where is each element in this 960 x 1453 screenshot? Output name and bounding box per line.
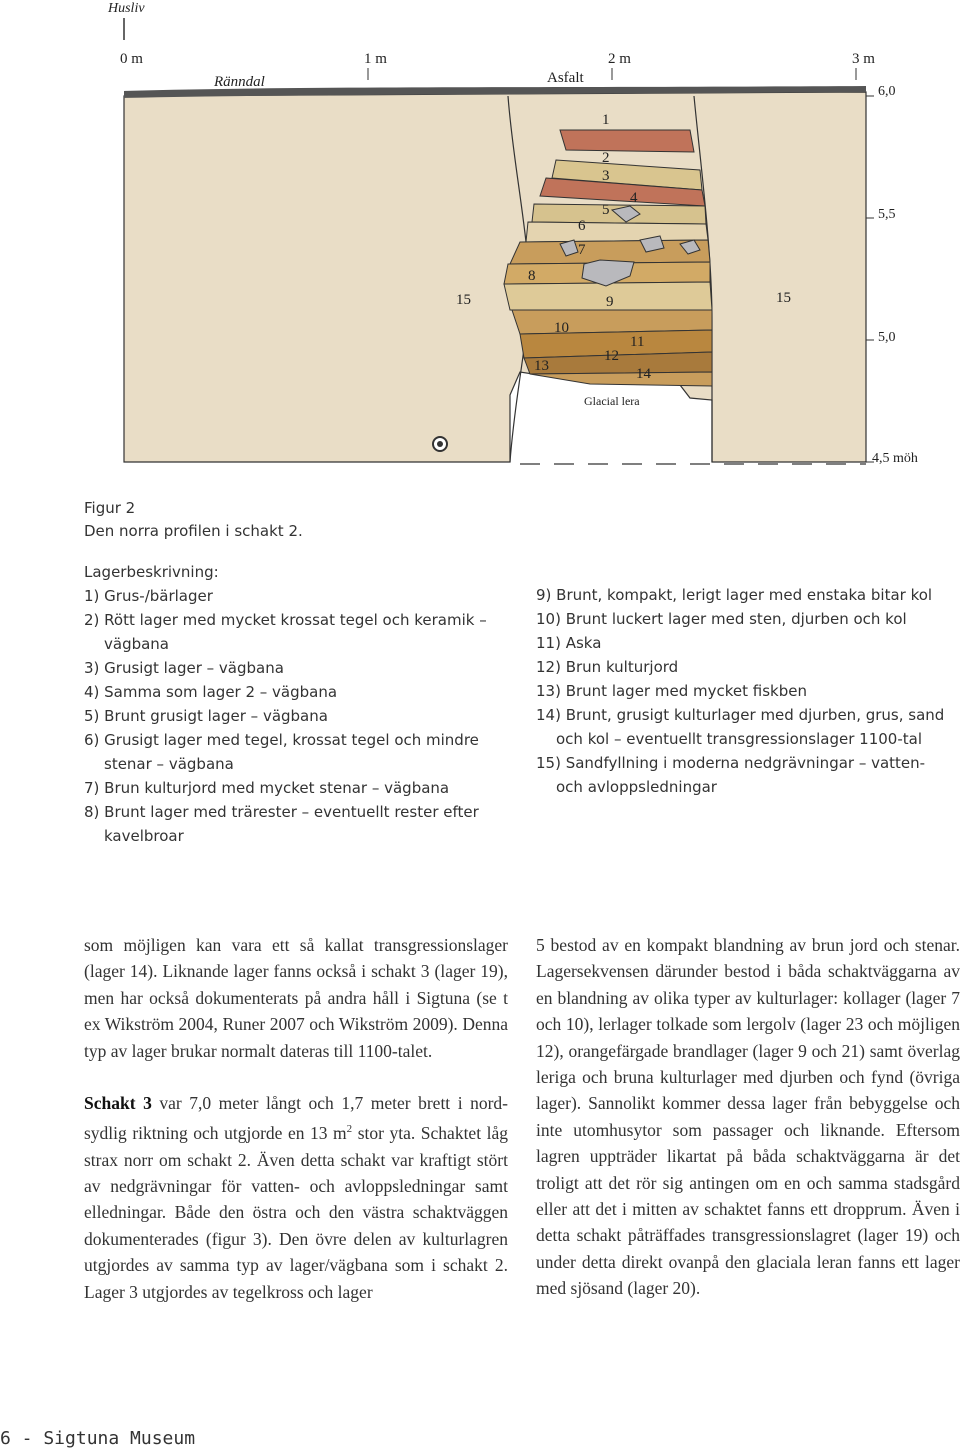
legend-item-9: 9) Brunt, kompakt, lerigt lager med enstaka bitar kol	[536, 586, 933, 604]
legend-item-4: 4) Samma som lager 2 – vägbana	[84, 683, 338, 701]
elev-label-5-0: 5,0	[878, 330, 896, 345]
layer-number-4: 4	[630, 190, 638, 206]
legend-item-3: 3) Grusigt lager – vägbana	[84, 659, 284, 677]
legend-item-6: 6) Grusigt lager med tegel, krossat tegel och mindre stenar – vägbana	[84, 731, 479, 773]
superscript-2: 2	[346, 1123, 353, 1136]
legend-right	[536, 583, 956, 799]
scale-label-2: 2 m	[608, 51, 631, 67]
legend-item-14: 14) Brunt, grusigt kulturlager med djurben, grus, sand och kol – eventuellt transgressionslager 1100-tal	[536, 706, 945, 748]
legend-left	[84, 560, 504, 848]
body-paragraph-2-a: var 7,0 meter långt och 1,7 meter brett i nord-sydlig riktning och utgjorde en 13 m	[84, 1093, 508, 1144]
caption-line-2: Den norra profilen i schakt 2.	[84, 522, 303, 540]
layer-14-gravel-culture	[530, 372, 712, 386]
caption-line-1: Figur 2	[84, 499, 136, 517]
profile-drawing	[0, 0, 960, 480]
layer-number-12: 12	[604, 348, 619, 364]
body-paragraph-3: 5 bestod av en kompakt blandning av brun jord och stenar. Lagersekvensen därunder bestod i båda schaktväggarna av en blandning av olika typer av kulturlager: kollager (lager 7 och 10), lerlager tolkade som lergolv (lager 23 och möjligen 12), orangefärgade brandlager (lager 9 och 21) samt överlag leriga och bruna kulturlager med djurben och fynd (övriga lager). Sannolikt kommer dessa lager från bebyggelse och inte utomhusytor som passager och liknande. Eftersom lagren uppträder likartat på båda schaktväggarna är det troligt att det rör sig antingen om en och samma stadsgård eller att det i mitten av schaktet fanns ett dropprum. Även i detta schakt påträffades transgressionslagret (lager 19) och under detta direkt ovanpå den glaciala leran fanns ett lager med sjösand (lager 20).	[536, 935, 960, 1299]
scale-label-0: 0 m	[120, 51, 143, 67]
surface-label-asfalt: Asfalt	[547, 70, 584, 86]
layer-number-6: 6	[578, 218, 586, 234]
elev-label-4-5: 4,5 möh	[872, 451, 918, 466]
body-column-right	[536, 932, 960, 1302]
legend-item-12: 12) Brun kulturjord	[536, 658, 679, 676]
elev-label-5-5: 5,5	[878, 207, 896, 222]
legend-item-8: 8) Brunt lager med trärester – eventuellt rester efter kavelbroar	[84, 803, 479, 845]
page-footer: 6 - Sigtuna Museum	[0, 1428, 196, 1449]
layer-number-3: 3	[602, 168, 610, 184]
surface-label-ranndal: Ränndal	[214, 74, 265, 90]
layer-6-gravel-tile	[526, 222, 708, 242]
legend-item-2: 2) Rött lager med mycket krossat tegel och keramik – vägbana	[84, 611, 487, 653]
layer-number-9: 9	[606, 294, 614, 310]
legend-item-1: 1) Grus-/bärlager	[84, 587, 213, 605]
corner-label: Husliv	[108, 1, 145, 16]
figure-caption	[84, 497, 303, 543]
legend-item-13: 13) Brunt lager med mycket fiskben	[536, 682, 807, 700]
layer-number-5: 5	[602, 202, 610, 218]
layer-number-14: 14	[636, 366, 651, 382]
body-paragraph-2-b: stor yta. Schaktet låg strax norr om schakt 2. Även detta schakt var kraftigt stört av nedgrävningar för vatten- och avloppsledningar samt elledningar. Både den östra och den västra schaktväggen dokumenterades (figur 3). Den övre delen av kulturlagren utgjordes av samma typ av lager/vägbana som i schakt 2. Lager 3 utgjordes av tegelkross och lager	[84, 1123, 508, 1302]
legend-item-7: 7) Brun kulturjord med mycket stenar – vägbana	[84, 779, 450, 797]
scale-label-1: 1 m	[364, 51, 387, 67]
layer-2-red	[560, 130, 694, 152]
legend-item-5: 5) Brunt grusigt lager – vägbana	[84, 707, 328, 725]
layer-number-11: 11	[630, 334, 645, 350]
legend-heading: Lagerbeskrivning:	[84, 563, 219, 581]
sand-fill-layer	[124, 92, 866, 462]
layer-number-8: 8	[528, 268, 536, 284]
elev-label-6-0: 6,0	[878, 84, 896, 99]
scale-label-3: 3 m	[852, 51, 875, 67]
body-paragraph-2	[84, 1090, 508, 1305]
pipe-center	[437, 441, 443, 447]
layer-number-2: 2	[602, 150, 610, 166]
legend-item-15: 15) Sandfyllning i moderna nedgrävningar – vatten- och avloppsledningar	[536, 754, 926, 796]
body-paragraph-1: som möjligen kan vara ett så kallat transgressionslager (lager 14). Liknande lager fanns också i schakt 3 (lager 19), men har också dokumenterats på andra håll i Sigtuna (se t ex Wikström 2004, Runer 2007 och Wikström 2009). Denna typ av lager brukar normalt dateras till 1100-talet.	[84, 935, 508, 1061]
glacial-label: Glacial lera	[584, 394, 640, 408]
layer-number-13: 13	[534, 358, 549, 374]
layer-number-15-right: 15	[776, 290, 791, 306]
layer-number-1: 1	[602, 112, 610, 128]
layer-number-15-left: 15	[456, 292, 471, 308]
layer-number-7: 7	[578, 242, 586, 258]
legend-item-10: 10) Brunt luckert lager med sten, djurben och kol	[536, 610, 907, 628]
body-column-left	[84, 932, 508, 1305]
legend-item-11: 11) Aska	[536, 634, 602, 652]
section-heading-schakt-3: Schakt 3	[84, 1093, 152, 1114]
layer-number-10: 10	[554, 320, 569, 336]
